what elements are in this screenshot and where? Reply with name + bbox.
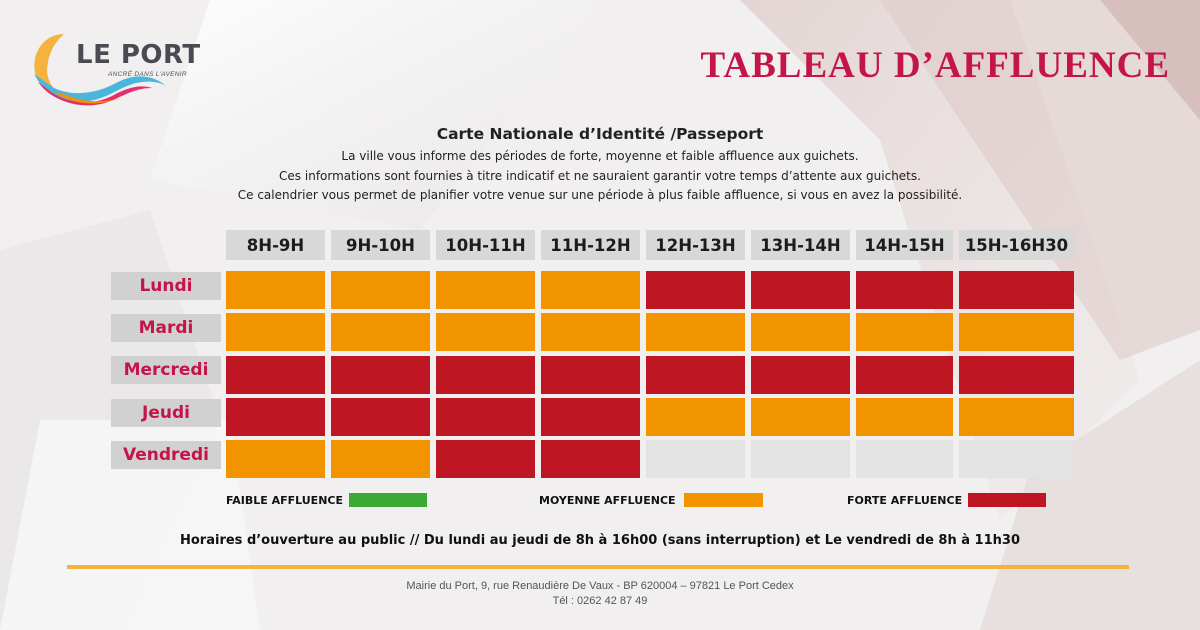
affluence-cell-forte	[959, 271, 1074, 309]
affluence-cell-moyenne	[331, 313, 430, 351]
time-slot-header: 15H-16H30	[959, 230, 1074, 260]
affluence-cell-forte	[646, 356, 745, 394]
footer-divider	[67, 565, 1129, 569]
affluence-cell-moyenne	[436, 271, 535, 309]
legend-label-faible: FAIBLE AFFLUENCE	[226, 494, 343, 507]
legend-swatch-moyenne	[684, 493, 763, 507]
affluence-cell-moyenne	[226, 271, 325, 309]
intro-line: La ville vous informe des périodes de forte, moyenne et faible affluence aux guichets.	[341, 149, 859, 163]
affluence-cell-moyenne	[226, 440, 325, 478]
time-slot-header: 11H-12H	[541, 230, 640, 260]
affluence-cell-forte	[436, 356, 535, 394]
affluence-cell-forte	[541, 398, 640, 436]
affluence-cell-forte	[226, 356, 325, 394]
affluence-cell-forte	[436, 398, 535, 436]
affluence-cell-moyenne	[331, 271, 430, 309]
affluence-cell-forte	[959, 356, 1074, 394]
page-title: TABLEAU D’AFFLUENCE	[700, 45, 1170, 86]
affluence-cell-forte	[541, 440, 640, 478]
time-slot-header: 9H-10H	[331, 230, 430, 260]
footer	[0, 579, 1200, 609]
affluence-cell-moyenne	[959, 313, 1074, 351]
time-slot-header: 10H-11H	[436, 230, 535, 260]
affluence-cell-moyenne	[646, 398, 745, 436]
affluence-cell-moyenne	[226, 313, 325, 351]
le-port-logo[interactable]	[24, 22, 214, 112]
affluence-cell-moyenne	[646, 313, 745, 351]
affluence-cell-forte	[436, 440, 535, 478]
affluence-cell-forte	[856, 271, 953, 309]
affluence-cell-ferme	[646, 440, 745, 478]
affluence-cell-forte	[331, 356, 430, 394]
time-slot-header: 13H-14H	[751, 230, 850, 260]
affluence-cell-moyenne	[959, 398, 1074, 436]
affluence-cell-moyenne	[541, 271, 640, 309]
time-slot-header: 8H-9H	[226, 230, 325, 260]
legend-swatch-forte	[968, 493, 1046, 507]
opening-hours-note: Horaires d’ouverture au public // Du lundi au jeudi de 8h à 16h00 (sans interruption) et Le vendredi de 8h à 11h30	[180, 533, 1020, 548]
affluence-cell-moyenne	[331, 440, 430, 478]
affluence-cell-ferme	[959, 440, 1074, 478]
logo-wordmark: LE PORT	[76, 40, 201, 70]
affluence-cell-moyenne	[751, 398, 850, 436]
affluence-cell-forte	[751, 356, 850, 394]
logo-tagline: ANCRÉ DANS L'AVENIR	[108, 71, 187, 78]
day-label-vendredi: Vendredi	[111, 441, 221, 469]
intro-line: Ce calendrier vous permet de planifier votre venue sur une période à plus faible affluence, si vous en avez la possibilité.	[237, 188, 963, 202]
intro-line: Ces informations sont fournies à titre indicatif et ne sauraient garantir votre temps d’attente aux guichets.	[279, 168, 921, 183]
day-label-mardi: Mardi	[111, 314, 221, 342]
affluence-cell-forte	[541, 356, 640, 394]
affluence-cell-moyenne	[856, 398, 953, 436]
footer-phone: Tél : 0262 42 87 49	[552, 595, 648, 607]
time-slot-header: 14H-15H	[856, 230, 953, 260]
legend-swatch-faible	[349, 493, 427, 507]
affluence-cell-moyenne	[751, 313, 850, 351]
affluence-cell-moyenne	[541, 313, 640, 351]
legend-label-moyenne: MOYENNE AFFLUENCE	[539, 494, 676, 507]
day-label-jeudi: Jeudi	[111, 399, 221, 427]
affluence-cell-ferme	[856, 440, 953, 478]
affluence-cell-moyenne	[856, 313, 953, 351]
intro-section	[100, 125, 1100, 206]
footer-address: Mairie du Port, 9, rue Renaudière De Vaux - BP 620004 – 97821 Le Port Cedex	[406, 580, 794, 592]
affluence-cell-ferme	[751, 440, 850, 478]
day-label-mercredi: Mercredi	[111, 356, 221, 384]
day-label-lundi: Lundi	[111, 272, 221, 300]
affluence-cell-forte	[856, 356, 953, 394]
affluence-cell-forte	[226, 398, 325, 436]
affluence-cell-forte	[751, 271, 850, 309]
intro-heading: Carte Nationale d’Identité /Passeport	[436, 125, 764, 143]
affluence-cell-forte	[646, 271, 745, 309]
affluence-cell-moyenne	[436, 313, 535, 351]
affluence-cell-forte	[331, 398, 430, 436]
time-slot-header: 12H-13H	[646, 230, 745, 260]
legend-label-forte: FORTE AFFLUENCE	[847, 494, 963, 507]
